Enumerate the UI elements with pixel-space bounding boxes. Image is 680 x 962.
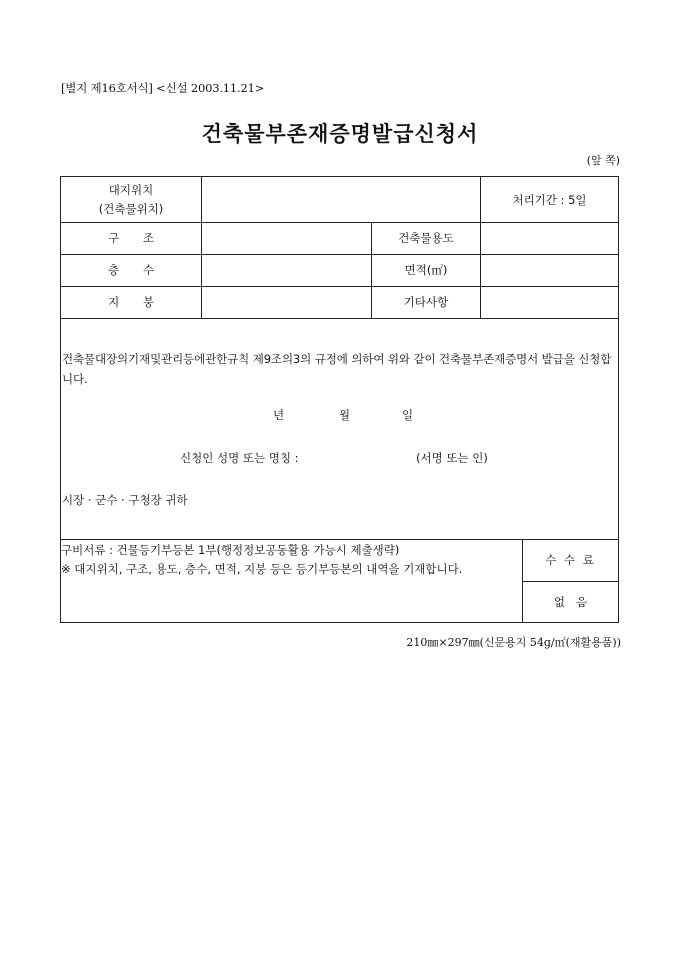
other-notes-label: 기타사항 [372, 286, 481, 318]
roof-row [61, 286, 618, 319]
floors-row [61, 254, 618, 287]
page-title: 건축물부존재증명발급신청서 [201, 121, 479, 146]
site-location-label-line1: 대지위치 [108, 182, 154, 197]
processing-period: 처리기간 : 5일 [512, 192, 587, 207]
date-day: 일 [402, 408, 414, 422]
date-year: 년 [273, 408, 285, 422]
page-side-label: (앞 쪽) [586, 154, 620, 167]
application-form [60, 176, 619, 623]
required-documents-line: 구비서류 : 건물등기부등본 1부(행정정보공동활용 가능시 제출생략) [61, 543, 400, 557]
roof-field[interactable] [202, 286, 372, 318]
structure-field[interactable] [202, 222, 372, 254]
roof-label: 지 붕 [61, 286, 202, 318]
applicant-sign-label: (서명 또는 인) [416, 451, 488, 465]
statement-section [61, 318, 618, 540]
floors-field[interactable] [202, 254, 372, 286]
annex-label: [별지 제16호서식] <신설 2003.11.21> [61, 81, 265, 95]
site-location-row [61, 177, 618, 223]
site-location-field[interactable] [202, 177, 481, 222]
fee-label: 수 수 료 [523, 539, 618, 582]
area-field[interactable] [481, 254, 618, 286]
required-documents-note: ※ 대지위치, 구조, 용도, 층수, 면적, 지붕 등은 등기부등본의 내역을 기재합니다. [61, 562, 463, 576]
paper-spec-footer: 210㎜×297㎜(신문용지 54g/㎡(재활용품)) [406, 636, 621, 649]
applicant-name-label: 신청인 성명 또는 명칭 : [180, 451, 299, 465]
site-location-label-line2: (건축물위치) [98, 201, 164, 216]
other-notes-field[interactable] [481, 286, 618, 318]
building-use-label: 건축물용도 [372, 222, 481, 254]
site-location-label [61, 177, 202, 222]
structure-label: 구 조 [61, 222, 202, 254]
structure-row [61, 222, 618, 255]
building-use-field[interactable] [481, 222, 618, 254]
date-month: 월 [339, 408, 351, 422]
addressee: 시장 · 군수 · 구청장 귀하 [62, 493, 188, 507]
required-documents [61, 539, 523, 622]
application-statement: 건축물대장의기재및관리등에관한규칙 제9조의3의 규정에 의하여 위와 같이 건축물부존재증명서 발급을 신청합니다. [62, 352, 612, 386]
floors-label: 층 수 [61, 254, 202, 286]
area-label: 면적(㎡) [372, 254, 481, 286]
fee-value: 없 음 [553, 594, 588, 609]
